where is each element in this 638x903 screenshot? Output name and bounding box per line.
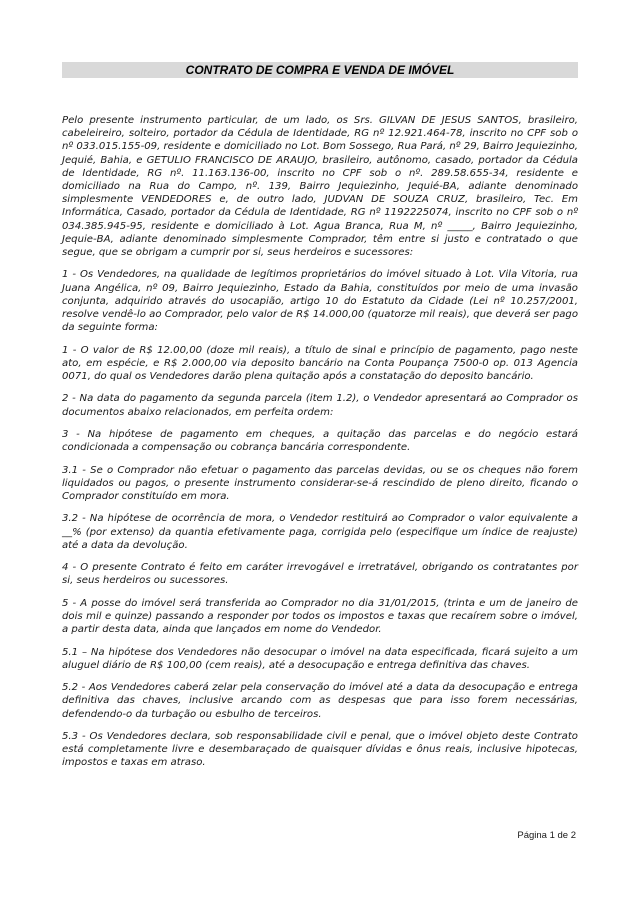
page-number: Página 1 de 2 bbox=[517, 830, 576, 841]
paragraph-clause-5-1: 5.1 – Na hipótese dos Vendedores não desocupar o imóvel na data especificada, ficará sujeito a um aluguel diário de R$ 100,00 (cem reais), até a desocupação e entrega definitiva das chaves. bbox=[62, 646, 578, 671]
paragraph-clause-5-2: 5.2 - Aos Vendedores caberá zelar pela conservação do imóvel até a data da desocupação e entrega definitiva das chaves, inclusive arcando com as despesas que para isso forem necessárias, defendendo-o da turbação ou esbulho de terceiros. bbox=[62, 682, 578, 720]
contract-title: CONTRATO DE COMPRA E VENDA DE IMÓVEL bbox=[62, 62, 578, 78]
contract-body bbox=[62, 114, 578, 779]
paragraph-clause-3-2: 3.2 - Na hipótese de ocorrência de mora, o Vendedor restituirá ao Comprador o valor equivalente a __% (por extenso) da quantia efetivamente paga, corrigida pelo (especifique um índice de reajuste) até a data da devolução. bbox=[62, 513, 578, 551]
paragraph-parties: Pelo presente instrumento particular, de um lado, os Srs. GILVAN DE JESUS SANTOS, brasileiro, cabeleireiro, solteiro, portador da Cédula de Identidade, RG nº 12.921.464-78, inscrito no CPF sob o nº 033.015.155-09, residente e domiciliado no Lot. Bom Sossego, Rua Pará, nº 29, Bairro Jequiezinho, Jequié, Bahia, e GETULIO FRANCISCO DE ARAUJO, brasileiro, autônomo, casado, portador da Cédula de Identidade, RG nº. 11.163.136-00, inscrito no CPF sob o nº. 289.58.655-34, residente e domiciliado na Rua do Campo, nº. 139, Bairro Jequiezinho, Jequié-BA, adiante denominado simplesmente VENDEDORES e, de outro lado, JUDVAN DE SOUZA CRUZ, brasileiro, Tec. Em Informática, Casado, portador da Cédula de Identidade, RG nº 1192225074, inscrito no CPF sob o nº 034.385.945-95, residente e domiciliado à Lot. Agua Branca, Rua M, nº _____, Bairro Jequiezinho, Jequie-BA, adiante denominado simplesmente Comprador, têm entre si justo e contratado o que segue, que se obrigam a cumprir por si, seus herdeiros e sucessores: bbox=[62, 115, 578, 259]
paragraph-clause-3: 3 - Na hipótese de pagamento em cheques, a quitação das parcelas e do negócio estará condicionada a compensação ou cobrança bancária correspondente. bbox=[62, 429, 578, 454]
paragraph-clause-2: 2 - Na data do pagamento da segunda parcela (item 1.2), o Vendedor apresentará ao Comprador os documentos abaixo relacionados, em perfeita ordem: bbox=[62, 393, 578, 418]
paragraph-clause-1-payment: 1 - O valor de R$ 12.00,00 (doze mil reais), a título de sinal e princípio de pagamento, pago neste ato, em espécie, e R$ 2.000,00 via deposito bancário na Conta Poupança 7500-0 op. 013 Agencia 0071, do qual os Vendedores darão plena quitação após a constatação do deposito bancário. bbox=[62, 344, 578, 383]
paragraph-clause-4: 4 - O presente Contrato é feito em caráter irrevogável e irretratável, obrigando os contratantes por si, seus herdeiros ou sucessores. bbox=[62, 562, 578, 587]
paragraph-clause-3-1: 3.1 - Se o Comprador não efetuar o pagamento das parcelas devidas, ou se os cheques não forem liquidados ou pagos, o presente instrumento considerar-se-á rescindido de pleno direito, ficando o Comprador constituído em mora. bbox=[62, 464, 578, 503]
paragraph-clause-5-3: 5.3 - Os Vendedores declara, sob responsabilidade civil e penal, que o imóvel objeto deste Contrato está completamente livre e desembaraçado de quaisquer dívidas e ônus reais, inclusive hipotecas, impostos e taxas em atraso. bbox=[62, 730, 578, 769]
paragraph-clause-1: 1 - Os Vendedores, na qualidade de legítimos proprietários do imóvel situado à Lot. Vila Vitoria, rua Juana Angélica, nº 09, Bairro Jequiezinho, Estado da Bahia, constituídos por meio de uma invasão conjunta, adquirido através do usocapião, artigo 10 do Estatuto da Cidade (Lei nº 10.257/2001, resolve vendê-lo ao Comprador, pelo valor de R$ 14.000,00 (quatorze mil reais), que deverá ser pago da seguinte forma: bbox=[62, 269, 578, 334]
paragraph-clause-5: 5 - A posse do imóvel será transferida ao Comprador no dia 31/01/2015, (trinta e um de janeiro de dois mil e quinze) passando a responder por todos os impostos e taxas que recaírem sobre o imóvel, a partir desta data, ainda que lançados em nome do Vendedor. bbox=[62, 597, 578, 636]
